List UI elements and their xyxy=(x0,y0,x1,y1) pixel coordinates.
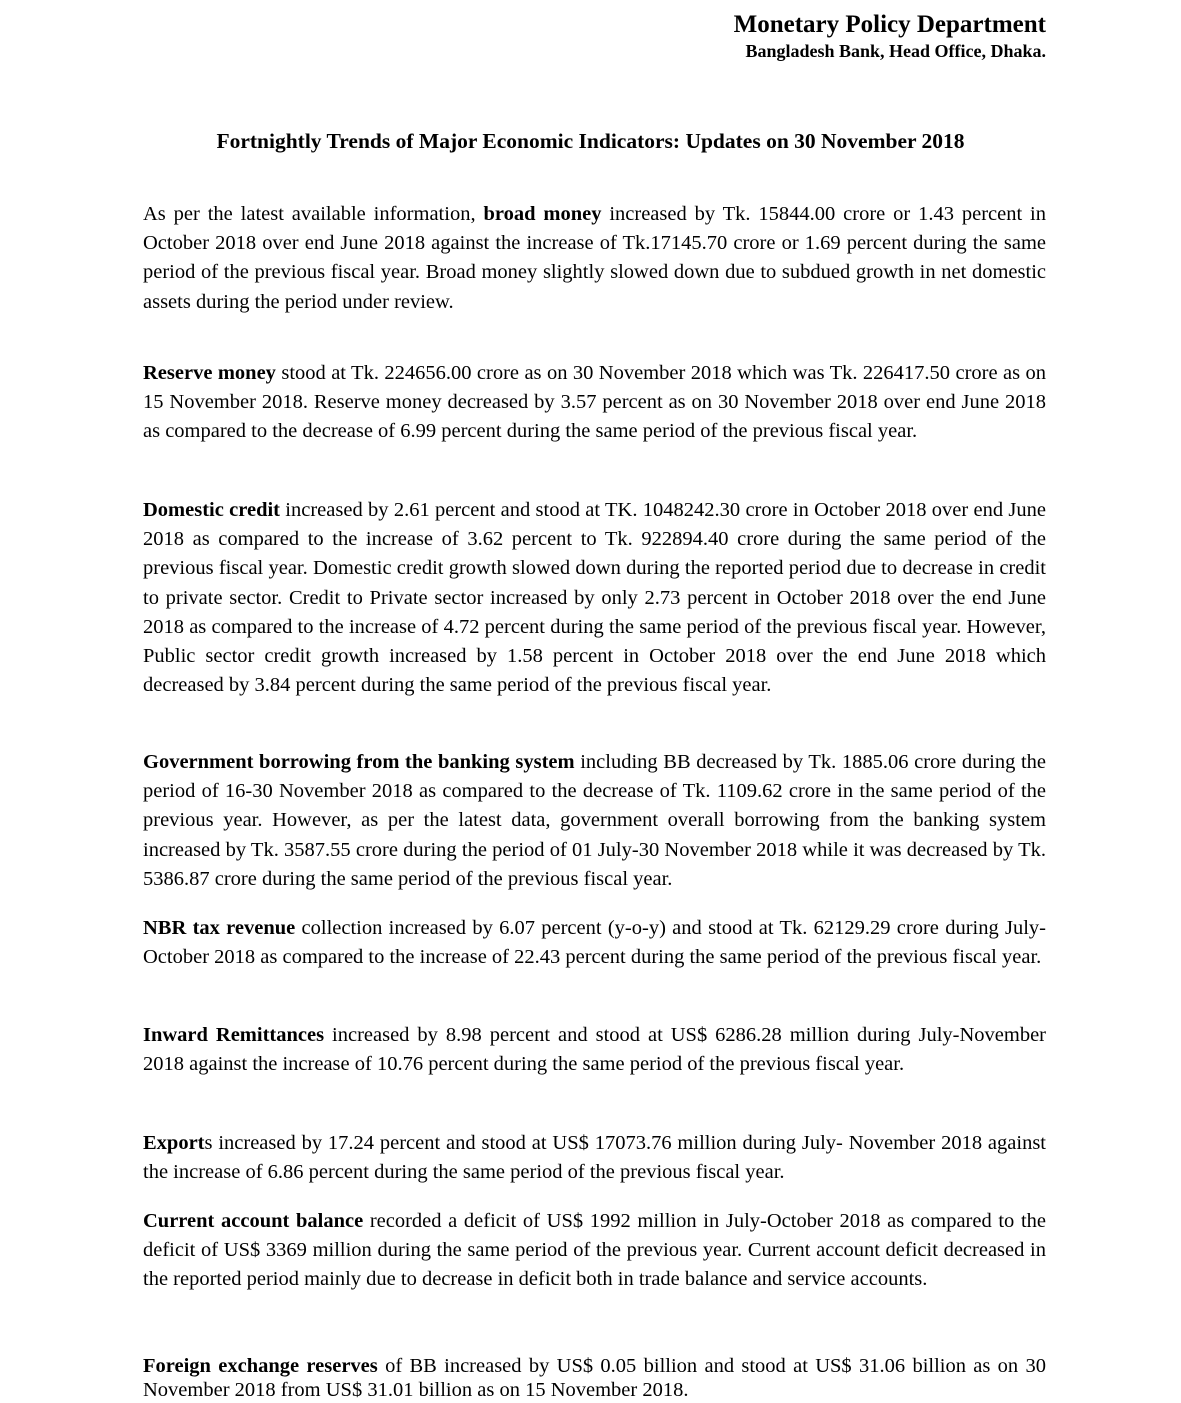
paragraph-lead: As per the latest available information, xyxy=(143,203,484,225)
indicator-term: Reserve money xyxy=(143,362,276,384)
indicator-term: Export xyxy=(143,1132,205,1154)
paragraph-text: s increased by 17.24 percent and stood at US$ 17073.76 million during July- November 2018 against the increase of 6.86 percent during the same period of the previous fiscal year. xyxy=(143,1132,1046,1184)
paragraph-text: including BB decreased by Tk. 1885.06 crore during the period of 16-30 November 2018 as compared to the decrease of Tk. 1109.62 crore in the same period of the previous year. However, as per the latest data, government overall borrowing from the banking system increased by Tk. 3587.55 crore during the period of 01 July-30 November 2018 while it was decreased by Tk. 5386.87 crore during the same period of the previous fiscal year. xyxy=(143,751,1047,890)
paragraph-reserve-money xyxy=(143,359,1046,447)
indicator-term: Inward Remittances xyxy=(143,1024,325,1046)
paragraph-nbr-tax-revenue xyxy=(143,914,1046,972)
letterhead xyxy=(734,10,1046,62)
paragraph-text: stood at Tk. 224656.00 crore as on 30 November 2018 which was Tk. 226417.50 crore as on 15 November 2018. Reserve money decreased by 3.57 percent as on 30 November 2018 over end June 2018 as compared to the decrease of 6.99 percent during the same period of the previous fiscal year. xyxy=(143,362,1046,443)
paragraph-government-borrowing xyxy=(143,748,1046,894)
office-address: Bangladesh Bank, Head Office, Dhaka. xyxy=(745,41,1046,61)
paragraph-foreign-exchange-reserves xyxy=(143,1354,1046,1402)
paragraph-domestic-credit xyxy=(143,496,1046,700)
paragraph-current-account-balance xyxy=(143,1207,1046,1295)
paragraph-broad-money xyxy=(143,200,1046,317)
paragraph-text: recorded a deficit of US$ 1992 million in July-October 2018 as compared to the deficit of US$ 3369 million during the same period of the previous year. Current account deficit decreased in the reported period mainly due to decrease in deficit both in trade balance and service accounts. xyxy=(143,1210,1046,1291)
department-name: Monetary Policy Department xyxy=(733,11,1046,38)
paragraph-text: of BB increased by US$ 0.05 billion and stood at US$ 31.06 billion as on 30 November 2018 from US$ 31.01 billion as on 15 November 2018. xyxy=(143,1355,1046,1401)
indicator-term: NBR tax revenue xyxy=(143,917,296,939)
indicator-term: Current account balance xyxy=(143,1210,364,1232)
document-title: Fortnightly Trends of Major Economic Indicators: Updates on 30 November 2018 xyxy=(216,129,965,153)
indicator-term: Government borrowing from the banking system xyxy=(143,751,575,773)
paragraph-text: collection increased by 6.07 percent (y-o-y) and stood at Tk. 62129.29 crore during July-October 2018 as compared to the increase of 22.43 percent during the same period of the previous fiscal year. xyxy=(143,917,1046,969)
paragraph-exports xyxy=(143,1129,1046,1187)
paragraph-inward-remittances xyxy=(143,1021,1046,1079)
indicator-term: broad money xyxy=(483,203,602,225)
paragraph-text: increased by 8.98 percent and stood at US$ 6286.28 million during July-November 2018 against the increase of 10.76 percent during the same period of the previous fiscal year. xyxy=(143,1024,1046,1076)
indicator-term: Foreign exchange reserves xyxy=(143,1355,378,1377)
indicator-term: Domestic credit xyxy=(143,499,280,521)
paragraph-text: increased by Tk. 15844.00 crore or 1.43 percent in October 2018 over end June 2018 against the increase of Tk.17145.70 crore or 1.69 percent during the same period of the previous fiscal year. Broad money slightly slowed down due to subdued growth in net domestic assets during the period under review. xyxy=(143,203,1047,313)
paragraph-text: increased by 2.61 percent and stood at TK. 1048242.30 crore in October 2018 over end June 2018 as compared to the increase of 3.62 percent to Tk. 922894.40 crore during the same period of the previous fiscal year. Domestic credit growth slowed down during the reported period due to decrease in credit to private sector. Credit to Private sector increased by only 2.73 percent in October 2018 over the end June 2018 as compared to the increase of 4.72 percent during the same period of the previous fiscal year. However, Public sector credit growth increased by 1.58 percent in October 2018 over the end June 2018 which decreased by 3.84 percent during the same period of the previous fiscal year. xyxy=(143,499,1046,697)
